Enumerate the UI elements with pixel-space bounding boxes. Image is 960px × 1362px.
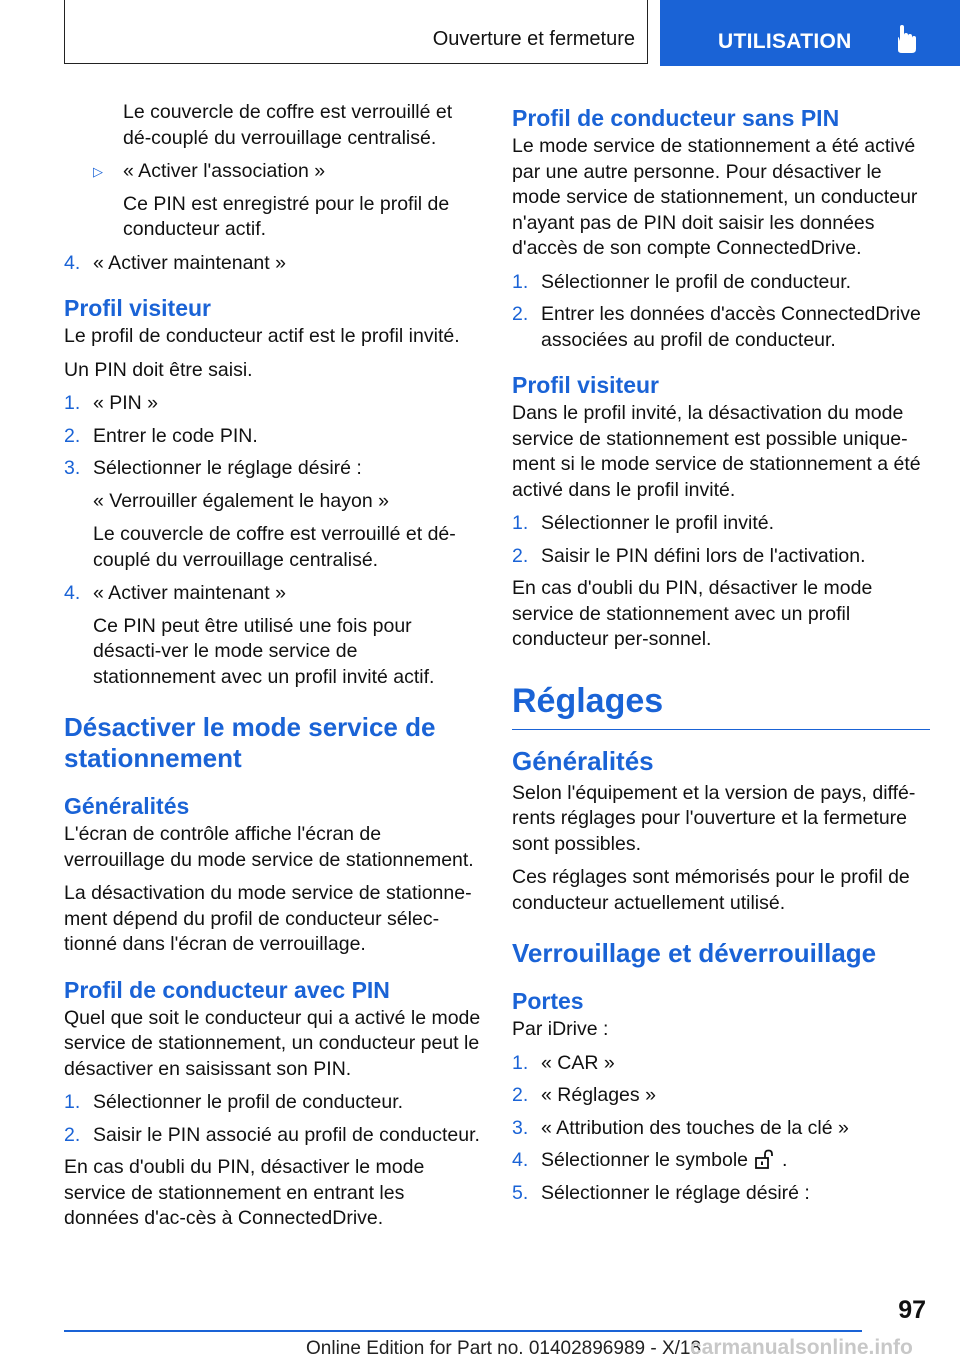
paragraph: Quel que soit le conducteur qui a activé le mode service de stationnement, un conducteur peut le désactiver en saisissant son PIN. [64,1006,481,1080]
sub-list-item [64,159,482,185]
list-item [512,1148,930,1174]
list-item-text: Sélectionner le profil invité. [541,512,775,534]
heading-generalites: Généralités [512,745,654,776]
list-item-text: Sélectionner le réglage désiré : [93,457,362,479]
list-item [64,1090,482,1116]
list-item-text: « Attribution des touches de la clé » [541,1116,849,1139]
list-number: 1. [64,1091,81,1113]
list-item-text: Sélectionner le profil de conducteur. [93,1091,404,1113]
list-item-text: « Réglages » [541,1084,656,1106]
heading-desactiver: Désactiver le mode service de stationnement [64,712,436,773]
page-number: 97 [898,1296,926,1324]
paragraph: En cas d'oubli du PIN, désactiver le mode service de stationnement avec un profil conducteur per‐sonnel. [512,577,873,650]
list-item-text: Entrer les données d'accès ConnectedDrive associées au profil de conducteur. [541,303,921,351]
list-item-text: Saisir le PIN associé au profil de conducteur. [93,1123,480,1146]
list-number: 4. [512,1149,529,1171]
list-item-text: « PIN » [93,392,159,414]
heading-avec-pin: Profil de conducteur avec PIN [64,976,390,1003]
paragraph: Selon l'équipement et la version de pays, diffé‐rents réglages pour l'ouverture et la fermeture sont possibles. [512,781,916,855]
paragraph: Dans le profil invité, la désactivation du mode service de stationnement est possible unique‐ment si le mode service de stationnement a été activé dans le profil invité. [512,402,921,501]
list-number: 4. [64,251,81,274]
paragraph: Le mode service de stationnement a été activé par une autre personne. Pour désactiver le mode service de stationnement, un conducteur n'ayant pas de PIN doit saisir les données d'accès de son compte ConnectedDrive. [512,135,918,259]
list-number: 2. [512,544,529,567]
heading-reglages: Réglages [512,679,930,730]
list-item [512,1083,930,1109]
paragraph: Ce PIN peut être utilisé une fois pour désacti‐ver le mode service de stationnement avec un profil invité actif. [93,614,435,688]
list-number: 3. [64,457,81,479]
paragraph: En cas d'oubli du PIN, désactiver le mode service de stationnement en entrant les données d'ac‐cès à ConnectedDrive. [64,1156,425,1229]
list-item [512,1181,930,1207]
section-title: UTILISATION [718,30,852,53]
paragraph: Un PIN doit être saisi. [64,358,253,381]
heading-verrouillage: Verrouillage et déverrouillage [512,938,877,968]
list-item [512,302,930,353]
paragraph: Le couvercle de coffre est verrouillé et dé‐couplé du verrouillage centralisé. [123,101,453,149]
paragraph: Par iDrive : [512,1018,609,1040]
triangle-bullet-icon: ▷ [93,164,103,179]
list-item [512,270,930,296]
list-item [64,391,482,417]
paragraph: L'écran de contrôle affiche l'écran de verrouillage du mode service de stationnement. [64,823,474,871]
pointing-hand-icon [894,24,920,54]
list-item-text: Saisir le PIN défini lors de l'activation. [541,544,866,567]
footer-edition: Online Edition for Part no. 01402896989 - X/18 [306,1338,702,1359]
list-item [64,1123,482,1149]
list-number: 4. [64,582,81,604]
list-item-text: Entrer le code PIN. [93,424,258,447]
right-column [512,100,930,1213]
list-item [64,251,482,277]
list-number: 2. [512,303,529,325]
list-item [64,581,482,607]
heading-generalites: Généralités [64,793,190,819]
list-number: 2. [512,1084,529,1106]
unlock-icon [754,1149,776,1169]
heading-portes: Portes [512,988,584,1014]
heading-profil-visiteur: Profil visiteur [512,372,659,398]
paragraph: Ces réglages sont mémorisés pour le profil de conducteur actuellement utilisé. [512,866,910,914]
list-item [512,544,930,570]
list-number: 3. [512,1116,529,1139]
paragraph: La désactivation du mode service de stationne‐ment dépend du profil de conducteur sélec‐tionné dans l'écran de verrouillage. [64,882,472,955]
chapter-title: Ouverture et fermeture [432,28,635,50]
list-number: 1. [64,392,81,414]
list-item-text: « Activer l'association » [123,160,326,182]
list-item-text: . [782,1149,788,1171]
list-item-text: « Activer maintenant » [93,582,286,604]
list-item [512,511,930,537]
left-column [64,100,482,1240]
list-item [64,424,482,450]
list-number: 2. [64,424,81,447]
list-item [512,1051,930,1077]
list-item-text: « Activer maintenant » [93,251,286,274]
list-item [64,456,482,482]
list-item-text: Sélectionner le réglage désiré : [541,1181,810,1204]
list-number: 5. [512,1181,529,1204]
list-item-text: Sélectionner le profil de conducteur. [541,270,852,293]
paragraph: Ce PIN est enregistré pour le profil de conducteur actif. [123,192,450,240]
list-number: 1. [512,512,529,534]
paragraph: « Verrouiller également le hayon » [93,489,389,512]
footer-divider [64,1330,862,1332]
list-item-text: « CAR » [541,1051,615,1074]
list-item [512,1116,930,1142]
list-number: 2. [64,1123,81,1146]
list-item-text: Sélectionner le symbole [541,1149,749,1171]
heading-sans-pin: Profil de conducteur sans PIN [512,105,840,131]
paragraph: Le couvercle de coffre est verrouillé et dé‐couplé du verrouillage centralisé. [93,523,456,571]
watermark: carmanualsonline.info [690,1336,913,1359]
heading-profil-visiteur: Profil visiteur [64,295,211,321]
header-chapter-box [64,0,648,64]
list-number: 1. [512,1051,529,1074]
paragraph: Le profil de conducteur actif est le profil invité. [64,325,460,347]
list-number: 1. [512,270,529,293]
header-section-box [660,0,960,66]
